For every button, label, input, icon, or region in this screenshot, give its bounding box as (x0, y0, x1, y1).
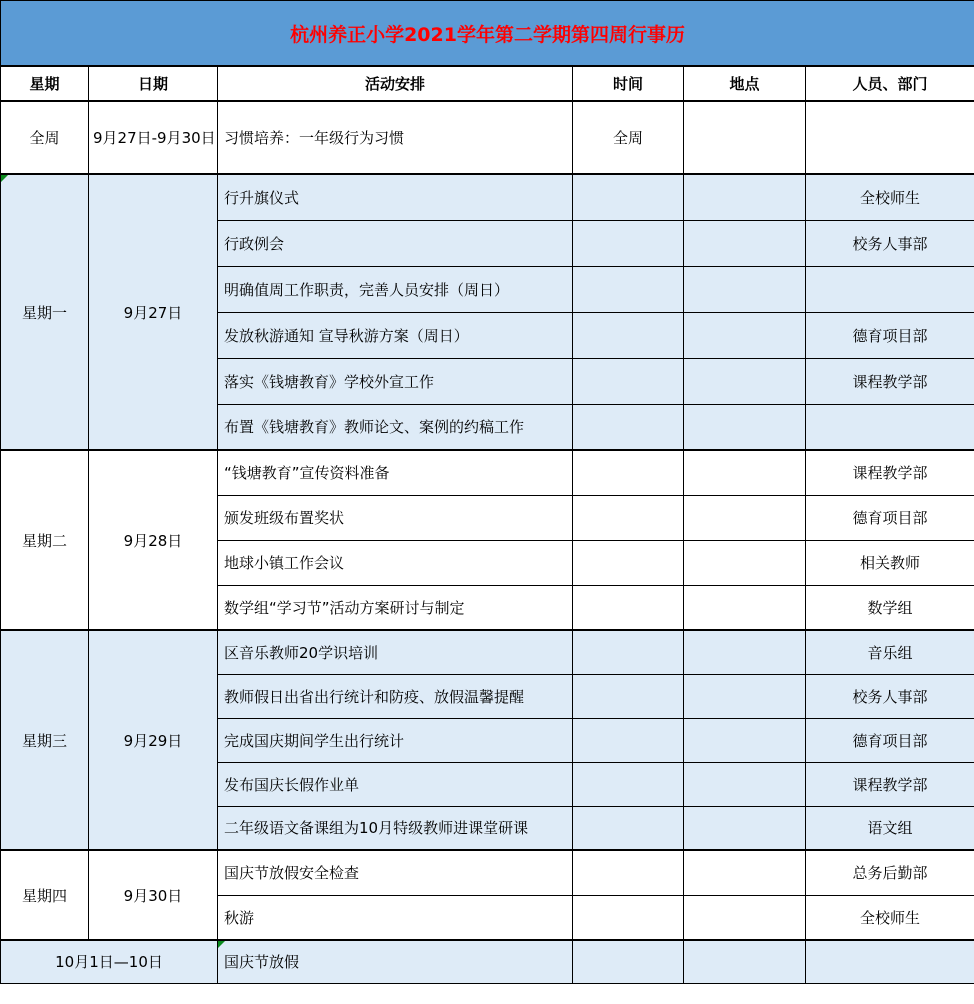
activity-cell: 发放秋游通知 宣导秋游方案（周日） (218, 312, 573, 358)
activity-cell: 颁发班级布置奖状 (218, 495, 573, 540)
location-cell (684, 495, 806, 540)
personnel-cell: 课程教学部 (806, 358, 974, 404)
location-cell (684, 762, 806, 806)
time-cell (573, 850, 684, 895)
personnel-cell: 校务人事部 (806, 674, 974, 718)
date-cell: 9月29日 (89, 630, 218, 850)
activity-cell: 发布国庆长假作业单 (218, 762, 573, 806)
location-cell (684, 718, 806, 762)
personnel-cell: 德育项目部 (806, 495, 974, 540)
activity-cell: 完成国庆期间学生出行统计 (218, 718, 573, 762)
full-week-row (1, 101, 974, 174)
page-title: 杭州养正小学2021学年第二学期第四周行事历 (1, 1, 974, 67)
holiday-row (1, 940, 974, 983)
col-header-time: 时间 (573, 66, 684, 101)
personnel-cell: 音乐组 (806, 630, 974, 674)
date-cell: 9月28日 (89, 450, 218, 630)
time-cell (573, 540, 684, 585)
activity-cell: 行政例会 (218, 220, 573, 266)
col-header-location: 地点 (684, 66, 806, 101)
activity-cell: “钱塘教育”宣传资料准备 (218, 450, 573, 495)
personnel-cell (806, 266, 974, 312)
time-cell (573, 806, 684, 850)
personnel-cell: 数学组 (806, 585, 974, 630)
activity-cell: 布置《钱塘教育》教师论文、案例的约稿工作 (218, 404, 573, 450)
personnel-cell: 语文组 (806, 806, 974, 850)
location-cell (684, 940, 806, 983)
date-cell: 9月27日-9月30日 (89, 101, 218, 174)
personnel-cell: 德育项目部 (806, 312, 974, 358)
activity-cell: 教师假日出省出行统计和防疫、放假温馨提醒 (218, 674, 573, 718)
location-cell (684, 358, 806, 404)
personnel-cell: 课程教学部 (806, 450, 974, 495)
location-cell (684, 174, 806, 220)
col-header-date: 日期 (89, 66, 218, 101)
activity-row (1, 450, 974, 495)
personnel-cell: 德育项目部 (806, 718, 974, 762)
time-cell (573, 266, 684, 312)
location-cell (684, 674, 806, 718)
day-cell: 星期三 (1, 630, 89, 850)
date-cell: 9月30日 (89, 850, 218, 940)
activity-cell: 国庆节放假 (218, 940, 573, 983)
col-header-activity: 活动安排 (218, 66, 573, 101)
activity-cell: 行升旗仪式 (218, 174, 573, 220)
time-cell (573, 174, 684, 220)
activity-cell: 区音乐教师20学识培训 (218, 630, 573, 674)
time-cell (573, 585, 684, 630)
col-header-weekday: 星期 (1, 66, 89, 101)
personnel-cell: 课程教学部 (806, 762, 974, 806)
personnel-cell: 全校师生 (806, 895, 974, 940)
time-cell: 全周 (573, 101, 684, 174)
time-cell (573, 940, 684, 983)
location-cell (684, 220, 806, 266)
location-cell (684, 850, 806, 895)
day-cell: 星期一 (1, 174, 89, 450)
time-cell (573, 220, 684, 266)
activity-cell: 落实《钱塘教育》学校外宣工作 (218, 358, 573, 404)
activity-cell: 二年级语文备课组为10月特级教师进课堂研课 (218, 806, 573, 850)
location-cell (684, 540, 806, 585)
personnel-cell: 相关教师 (806, 540, 974, 585)
day-cell: 星期四 (1, 850, 89, 940)
activity-cell: 习惯培养：一年级行为习惯 (218, 101, 573, 174)
time-cell (573, 312, 684, 358)
col-header-personnel: 人员、部门 (806, 66, 974, 101)
activity-row (1, 174, 974, 220)
activity-cell: 明确值周工作职责，完善人员安排（周日） (218, 266, 573, 312)
personnel-cell: 总务后勤部 (806, 850, 974, 895)
day-cell: 星期二 (1, 450, 89, 630)
activity-row (1, 850, 974, 895)
personnel-cell: 校务人事部 (806, 220, 974, 266)
location-cell (684, 266, 806, 312)
activity-cell: 数学组“学习节”活动方案研讨与制定 (218, 585, 573, 630)
location-cell (684, 585, 806, 630)
time-cell (573, 404, 684, 450)
day-cell: 全周 (1, 101, 89, 174)
time-cell (573, 762, 684, 806)
personnel-cell (806, 404, 974, 450)
column-header-row (1, 66, 974, 101)
time-cell (573, 450, 684, 495)
time-cell (573, 718, 684, 762)
time-cell (573, 358, 684, 404)
date-cell: 9月27日 (89, 174, 218, 450)
activity-cell: 秋游 (218, 895, 573, 940)
location-cell (684, 895, 806, 940)
time-cell (573, 630, 684, 674)
location-cell (684, 101, 806, 174)
location-cell (684, 312, 806, 358)
time-cell (573, 674, 684, 718)
time-cell (573, 895, 684, 940)
personnel-cell (806, 940, 974, 983)
location-cell (684, 630, 806, 674)
location-cell (684, 404, 806, 450)
personnel-cell (806, 101, 974, 174)
activity-row (1, 630, 974, 674)
time-cell (573, 495, 684, 540)
date-range-cell: 10月1日—10日 (1, 940, 218, 983)
location-cell (684, 806, 806, 850)
personnel-cell: 全校师生 (806, 174, 974, 220)
title-row (1, 1, 974, 67)
activity-cell: 地球小镇工作会议 (218, 540, 573, 585)
location-cell (684, 450, 806, 495)
activity-cell: 国庆节放假安全检查 (218, 850, 573, 895)
